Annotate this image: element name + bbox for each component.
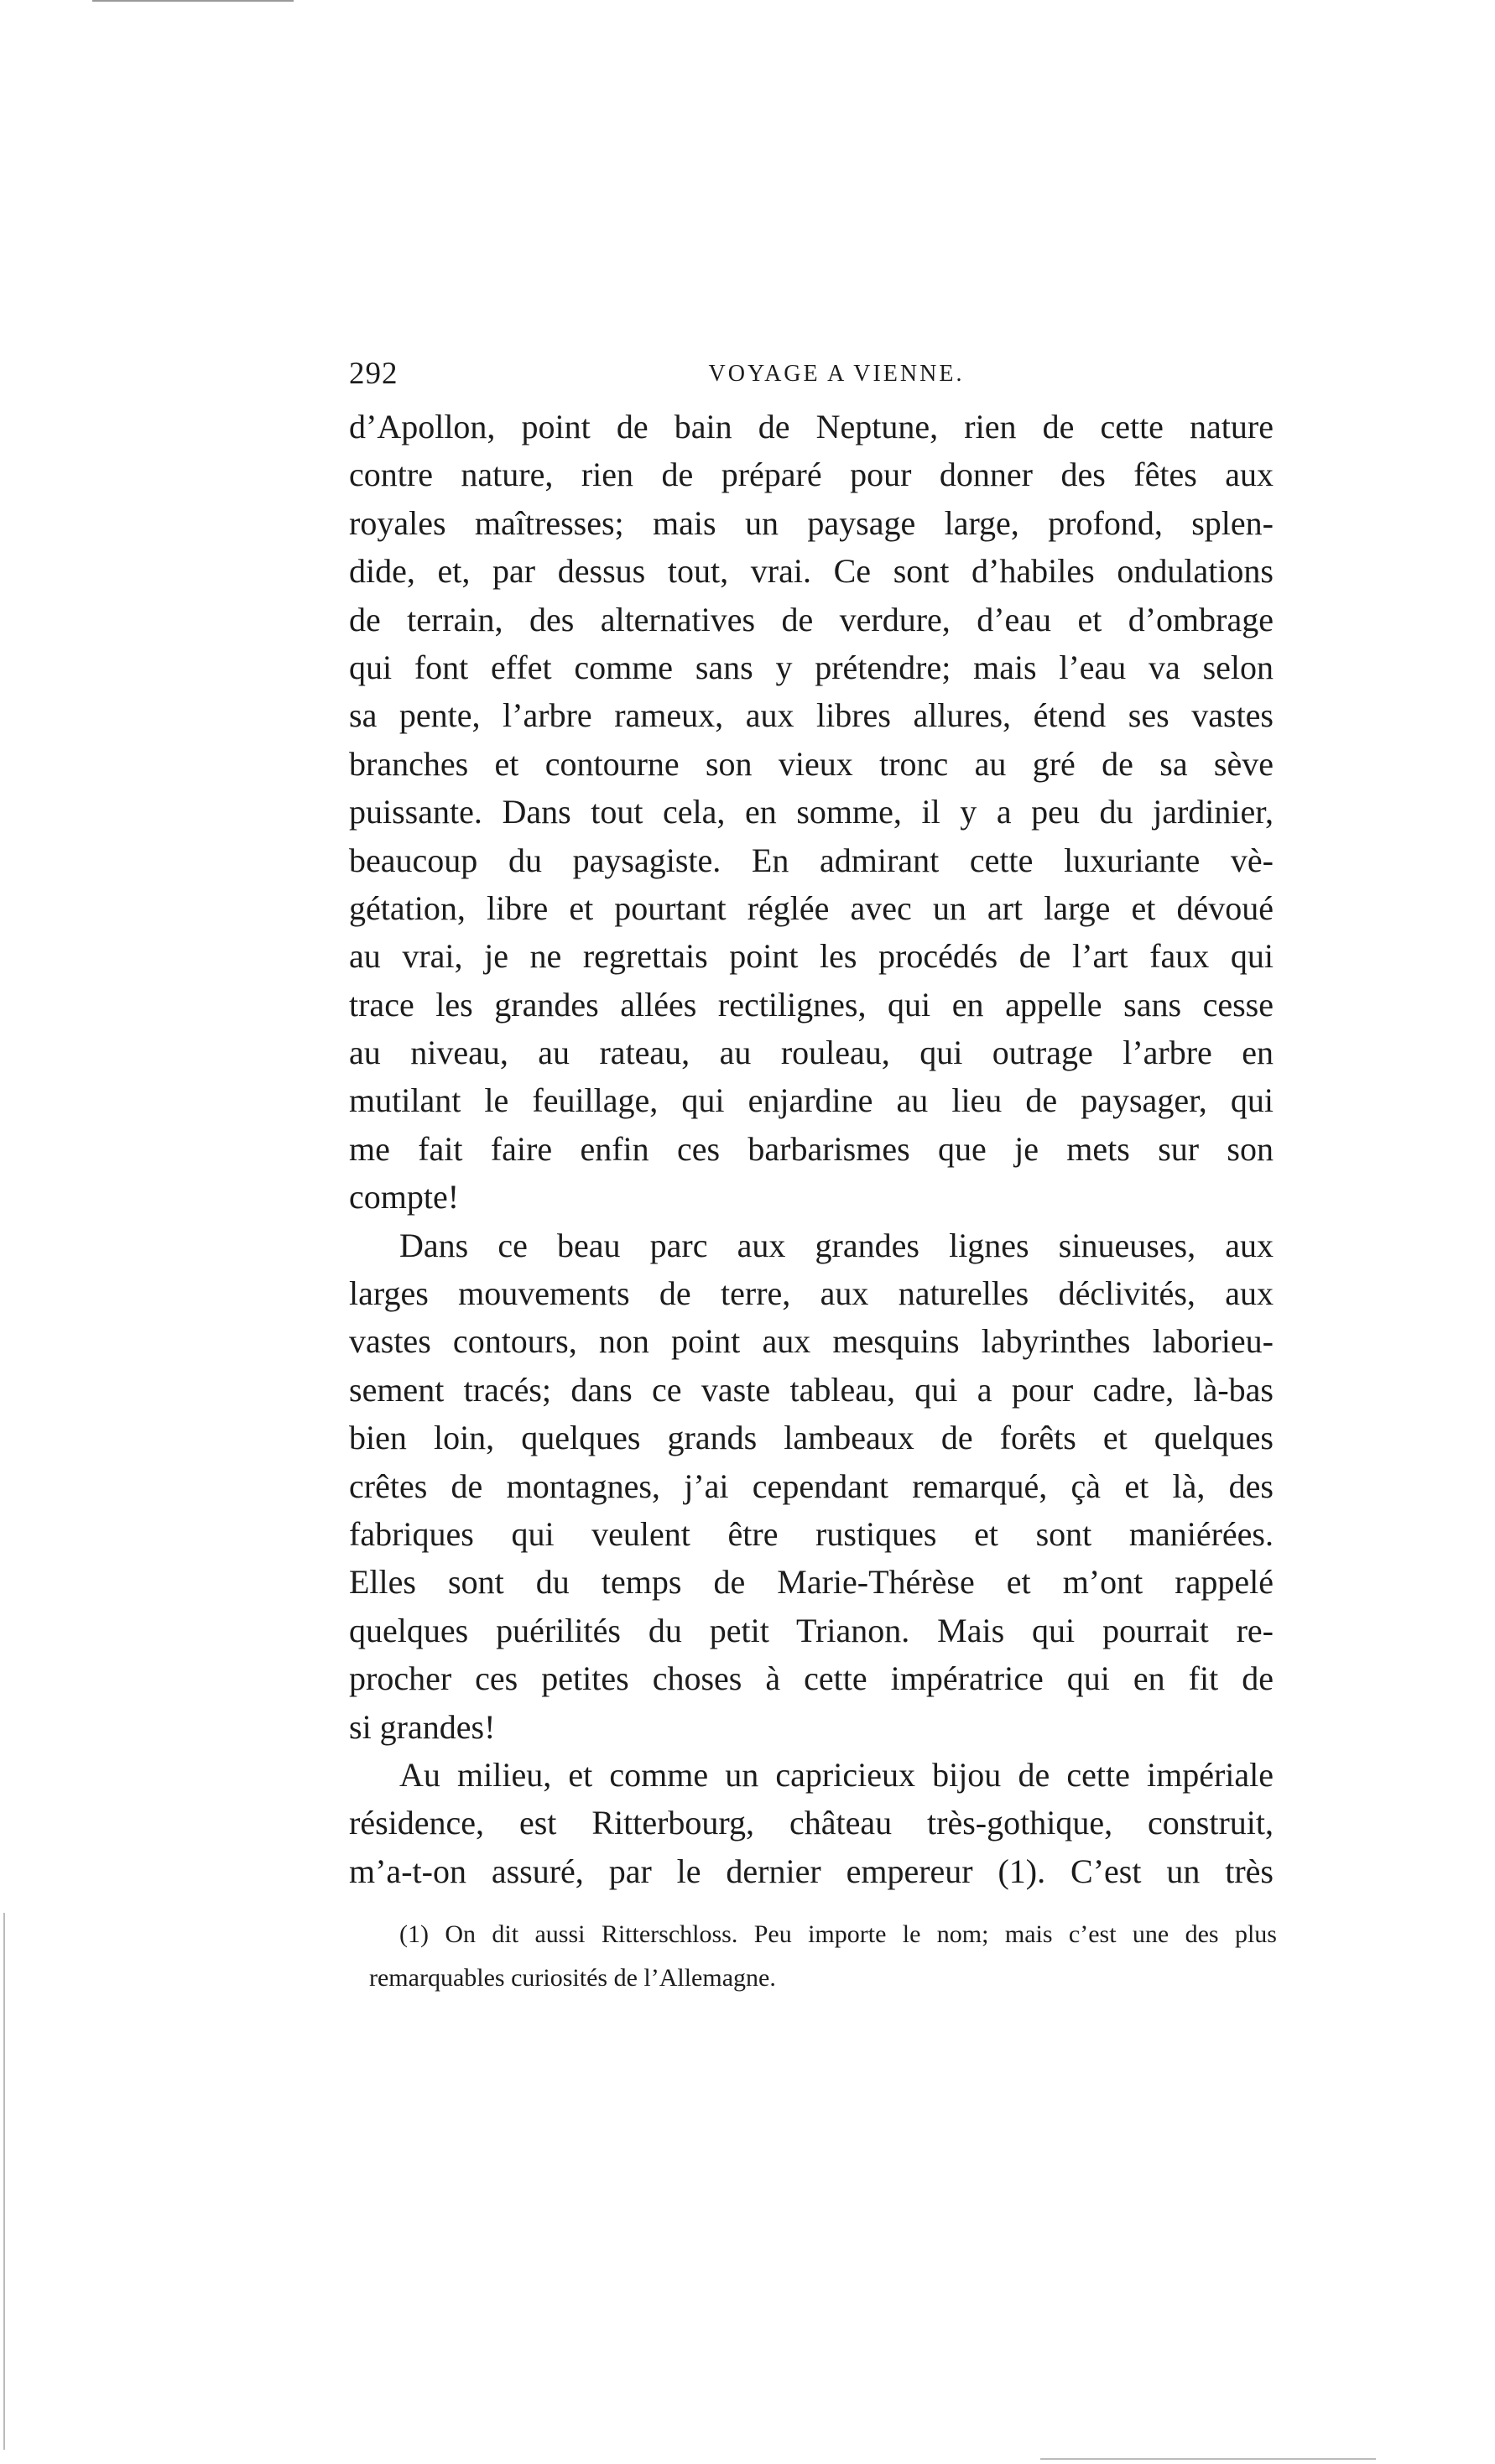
- page-number: 292: [349, 357, 398, 391]
- scan-edge-mark: [92, 0, 294, 2]
- text-line: résidence, est Ritterbourg, château très-gothique, construit,: [349, 1804, 1274, 1842]
- text-line: d’Apollon, point de bain de Neptune, rien de cette nature: [349, 408, 1274, 445]
- text-line: qui font effet comme sans y prétendre; mais l’eau va selon: [349, 648, 1274, 686]
- text-line: de terrain, des alternatives de verdure, d’eau et d’ombrage: [349, 600, 1274, 638]
- text-line: gétation, libre et pourtant réglée avec un art large et dévoué: [349, 888, 1274, 927]
- text-line: si grandes!: [349, 1707, 496, 1746]
- text-line: puissante. Dans tout cela, en somme, il y a peu du jardinier,: [349, 793, 1274, 831]
- body-text: [349, 403, 1274, 1895]
- text-line: bien loin, quelques grands lambeaux de forêts et quelques: [349, 1419, 1274, 1457]
- text-line: au vrai, je ne regrettais point les procédés de l’art faux qui: [349, 937, 1274, 976]
- text-line: vastes contours, non point aux mesquins labyrinthes laborieu-: [349, 1322, 1274, 1361]
- text-line: sement tracés; dans ce vaste tableau, qui a pour cadre, là-bas: [349, 1370, 1274, 1409]
- footnote-line: remarquables curiosités de l’Allemagne.: [369, 1964, 776, 1992]
- text-line: mutilant le feuillage, qui enjardine au lieu de paysager, qui: [349, 1081, 1274, 1120]
- paragraph-3: [349, 1751, 1274, 1895]
- text-line: royales maîtresses; mais un paysage large, profond, splen-: [349, 503, 1274, 542]
- text-line: branches et contourne son vieux tronc au gré de sa sève: [349, 744, 1274, 783]
- text-line: me fait faire enfin ces barbarismes que je mets sur son: [349, 1129, 1274, 1168]
- running-title: VOYAGE A VIENNE.: [708, 361, 965, 387]
- page-header: [349, 356, 1274, 398]
- text-line: sa pente, l’arbre rameux, aux libres allures, étend ses vastes: [349, 696, 1274, 735]
- text-line: procher ces petites choses à cette impératrice qui en fit de: [349, 1659, 1274, 1698]
- text-line: au niveau, au rateau, au rouleau, qui outrage l’arbre en: [349, 1034, 1274, 1072]
- scan-edge-mark: [1040, 2458, 1376, 2460]
- text-line: contre nature, rien de préparé pour donner des fêtes aux: [349, 456, 1274, 494]
- footnote-line: (1) On dit aussi Ritterschloss. Peu importe le nom; mais c’est une des plus: [399, 1920, 1277, 1948]
- text-line: Elles sont du temps de Marie-Thérèse et m’ont rappelé: [349, 1563, 1274, 1602]
- text-line: m’a-t-on assuré, par le dernier empereur (1). C’est un très: [349, 1852, 1274, 1890]
- text-line: fabriques qui veulent être rustiques et sont maniérées.: [349, 1514, 1274, 1553]
- text-line: quelques puérilités du petit Trianon. Mais qui pourrait re-: [349, 1611, 1274, 1649]
- scan-edge-mark: [3, 1913, 5, 2450]
- paragraph-1: [349, 403, 1274, 1222]
- text-line: compte!: [349, 1178, 460, 1216]
- text-line: larges mouvements de terre, aux naturelles déclivités, aux: [349, 1274, 1274, 1313]
- footnotes: [369, 1913, 1277, 2000]
- text-line: dide, et, par dessus tout, vrai. Ce sont d’habiles ondulations: [349, 552, 1274, 591]
- text-line: beaucoup du paysagiste. En admirant cette luxuriante vè-: [349, 841, 1274, 879]
- text-line: crêtes de montagnes, j’ai cependant remarqué, çà et là, des: [349, 1466, 1274, 1505]
- text-line: Au milieu, et comme un capricieux bijou de cette impériale: [399, 1755, 1274, 1794]
- paragraph-2: [349, 1222, 1274, 1751]
- text-line: Dans ce beau parc aux grandes lignes sinueuses, aux: [399, 1226, 1274, 1264]
- text-line: trace les grandes allées rectilignes, qui en appelle sans cesse: [349, 985, 1274, 1024]
